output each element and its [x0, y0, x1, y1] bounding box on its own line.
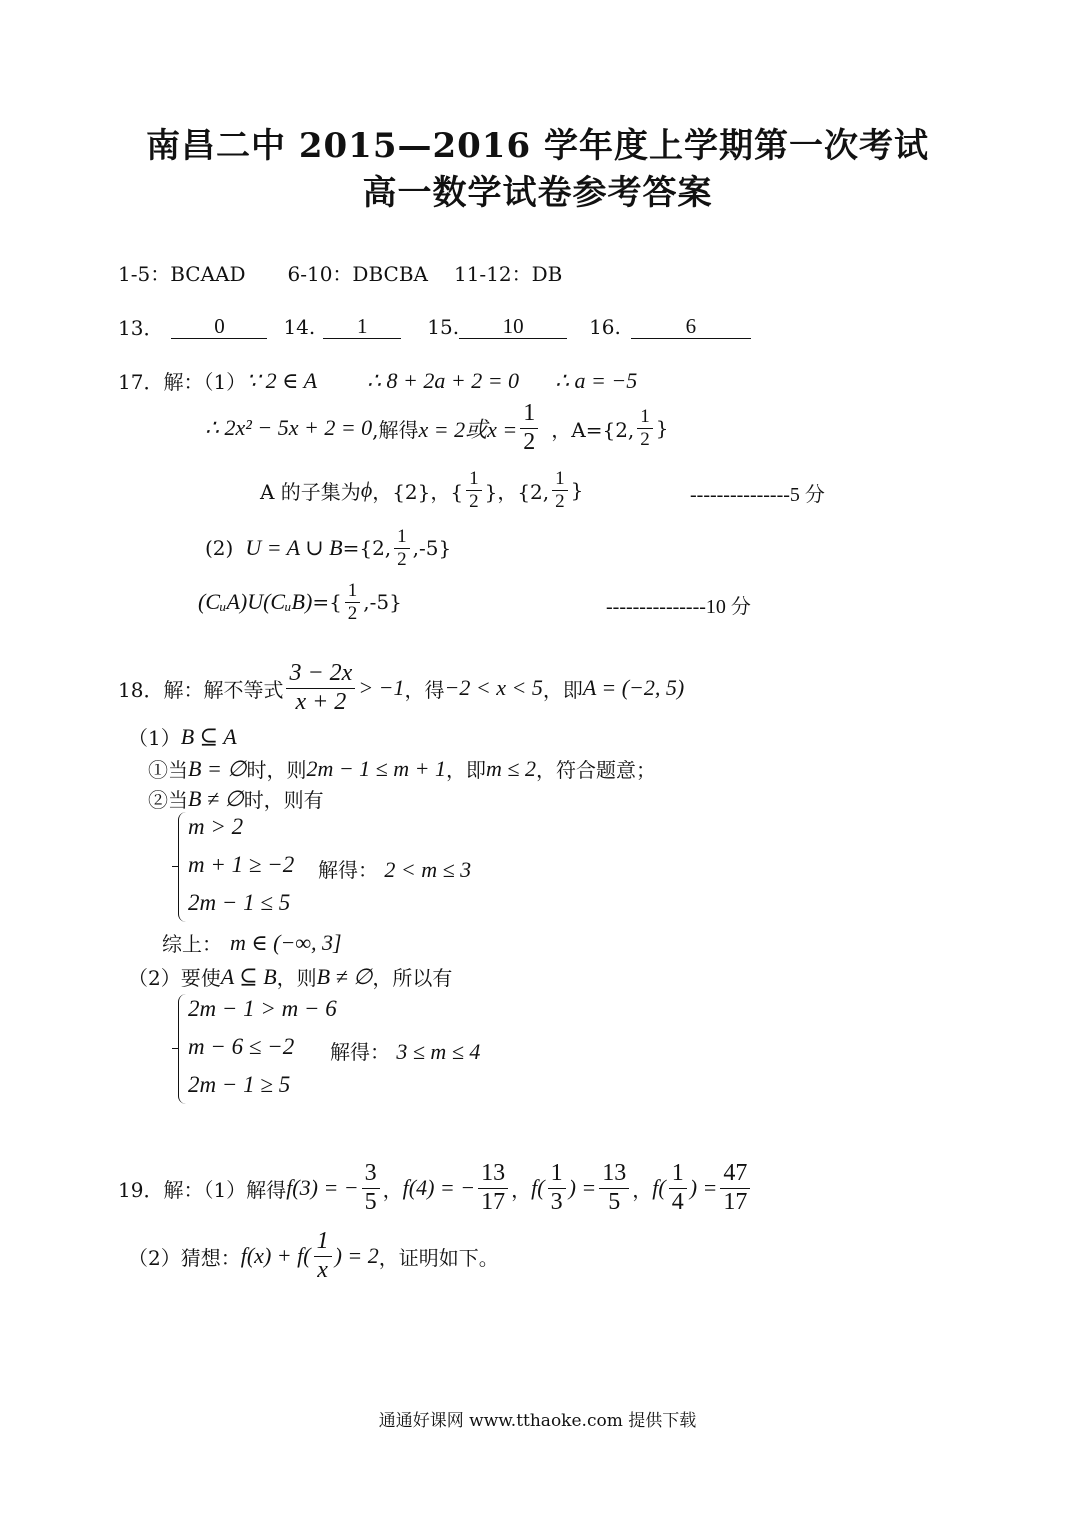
q18-sys1-row-1: m > 2: [188, 814, 244, 839]
q18-sys1-row-3: 2m − 1 ≤ 5: [188, 890, 291, 915]
q19-line-1: [118, 1160, 753, 1216]
q17-subsets-text: A 的子集为: [260, 479, 361, 504]
q18-part2-condition2: B ≠ ∅: [316, 963, 373, 989]
q19-f3-fraction: [362, 1160, 380, 1216]
fraction-numerator: 1: [669, 1160, 687, 1189]
q18-sys2-row-2: m − 6 ≤ −2: [188, 1034, 295, 1059]
q18-line-1: [118, 660, 684, 716]
q19-conjecture-lhs: f(x) + f(: [240, 1243, 311, 1269]
q18-case1-prefix: ①当: [148, 758, 188, 782]
page-footer: 通通好课网 www.tthaoke.com 提供下载: [378, 1411, 697, 1431]
blank-14-label: 14.: [283, 314, 316, 339]
q17-union-fraction: [394, 526, 410, 571]
q18-sys2-solution: [330, 1036, 480, 1065]
fraction-denominator: 2: [397, 548, 407, 570]
fraction-numerator: 3 − 2x: [286, 660, 355, 689]
q18-summary: [162, 928, 342, 957]
fraction-denominator: 3: [550, 1188, 563, 1215]
q18-sys2-row-3: 2m − 1 ≥ 5: [188, 1072, 291, 1097]
q18-part2: [128, 962, 452, 991]
q18-sys2-row-1: 2m − 1 > m − 6: [188, 996, 337, 1021]
q17-equation: ∴ 8 + 2a + 2 = 0: [367, 367, 520, 393]
fraction-numerator: 1: [466, 468, 482, 491]
q17-line-5: [198, 580, 402, 625]
q18-case1-mid: 时，则: [246, 758, 307, 782]
q17-subset-fraction-1: [466, 468, 482, 513]
q18-case-2: [148, 784, 324, 813]
q17-solution: x = 2或x =: [418, 416, 518, 442]
q18-summary-label: 综上：: [162, 932, 222, 956]
q17-half-fraction: [520, 400, 538, 456]
choice-group-1: 1-5：BCAAD: [118, 262, 246, 286]
q17-union-set-prefix: ={2,: [342, 536, 392, 561]
fill-blank-answers: [118, 312, 751, 341]
q17-subset-3: }: [570, 478, 584, 503]
q18-label: 18．解：解不等式: [118, 677, 284, 702]
page-title: 南昌二中 2015—2016 学年度上学期第一次考试: [146, 126, 929, 166]
q18-sys1-solution: [318, 854, 471, 883]
q18-part2-mid: ，则: [276, 966, 317, 990]
q19-part2-label: （2）猜想：: [128, 1245, 241, 1270]
q18-part2-condition: A ⊆ B: [220, 963, 277, 989]
q17-set-a-prefix: ，A={2,: [551, 417, 635, 442]
fraction-denominator: 2: [523, 428, 536, 455]
q18-system-2: [178, 994, 538, 1104]
q17-line-4: [205, 526, 451, 571]
blank-16-label: 16.: [589, 314, 621, 339]
solution-value: 3 ≤ m ≤ 4: [396, 1039, 481, 1064]
q17-complement-set-suffix: ,-5}: [363, 590, 402, 615]
q19-f3: f(3) = −: [286, 1175, 359, 1201]
q18-part2-tail: ，所以有: [372, 966, 453, 990]
choice-group-3: 11-12：DB: [453, 262, 563, 286]
q19-f13-pre: f(: [531, 1175, 545, 1201]
fraction-numerator: 13: [478, 1160, 508, 1189]
q18-result-text-2: ，即: [542, 677, 583, 702]
q17-complement-union: (CᵤA)U(CᵤB): [198, 589, 313, 615]
blank-13-label: 13．: [118, 316, 164, 340]
blank-15-answer: 10: [459, 314, 567, 339]
fraction-numerator: 1: [394, 526, 410, 549]
fraction-denominator: 2: [469, 490, 479, 512]
fraction-numerator: 1: [345, 580, 361, 603]
q18-case1-mid2: ，即: [446, 758, 486, 782]
q19-f14-fraction: [720, 1160, 750, 1216]
fraction-denominator: 2: [347, 602, 358, 624]
q17-label: 17．解：（1）: [118, 370, 247, 394]
q17-score-1: ---------------5 分: [690, 484, 825, 506]
q17-part2-label: (2): [205, 536, 234, 561]
q18-system-1: [178, 812, 518, 922]
q18-case1-condition: B = ∅: [188, 755, 247, 781]
fraction-numerator: 1: [552, 468, 568, 491]
fraction-denominator: x: [317, 1256, 328, 1283]
q17-subset-1: ，{2}，{: [372, 479, 464, 504]
q19-conjecture-rhs: ) = 2: [334, 1243, 379, 1269]
choice-group-2: 6-10：DBCBA: [287, 262, 428, 286]
q18-result-set: A = (−2, 5): [582, 675, 685, 701]
empty-set-symbol: ϕ: [360, 477, 373, 503]
solution-value: 2 < m ≤ 3: [384, 857, 472, 882]
q19-conjecture-arg: [314, 1228, 332, 1284]
fraction-numerator: 1: [637, 406, 653, 429]
q19-f14-post: ) =: [689, 1175, 718, 1201]
q17-line-1: [118, 366, 637, 395]
q18-case2-prefix: ②当: [148, 788, 188, 812]
fraction-denominator: 17: [481, 1188, 506, 1215]
q18-part2-prefix: （2）要使: [128, 966, 221, 990]
fraction-denominator: 2: [555, 490, 565, 512]
fraction-numerator: 1: [520, 400, 538, 429]
q18-case1-inequality: 2m − 1 ≤ m + 1: [306, 755, 446, 781]
fraction-denominator: 17: [723, 1188, 748, 1215]
q18-part1-condition: B ⊆ A: [180, 723, 237, 749]
fraction-numerator: 1: [548, 1160, 566, 1189]
q17-subset-fraction-2: [552, 468, 568, 513]
q17-line-2: [205, 400, 669, 456]
q17-condition: ∵ 2 ∈ A: [246, 367, 318, 393]
solution-label: 解得：: [318, 858, 378, 882]
solution-label: 解得：: [330, 1040, 390, 1064]
blank-13-answer: 0: [171, 314, 267, 339]
q17-set-a-fraction: [637, 406, 653, 451]
q18-case1-result: m ≤ 2: [486, 755, 536, 781]
q19-f13-post: ) =: [568, 1175, 597, 1201]
q18-part1-label: （1）: [128, 726, 181, 750]
page-subtitle: 高一数学试卷参考答案: [362, 173, 713, 213]
q18-sys1-row-2: m + 1 ≥ −2: [188, 852, 295, 877]
q17-value-a: ∴ a = −5: [555, 367, 638, 393]
q17-subset-2: }，{2,: [484, 479, 550, 504]
fraction-denominator: 4: [671, 1188, 684, 1215]
q17-union-set-suffix: ,-5}: [412, 536, 452, 561]
q19-conjecture-tail: ，证明如下。: [378, 1245, 499, 1270]
separator: ，: [511, 1177, 532, 1202]
q18-case-1: [148, 754, 656, 783]
q17-score-2: ---------------10 分: [606, 596, 751, 618]
q19-f13-fraction: [599, 1160, 629, 1216]
fraction-numerator: 13: [599, 1160, 629, 1189]
q18-part1: [128, 722, 237, 751]
q17-quadratic: ∴ 2x² − 5x + 2 = 0: [205, 415, 373, 441]
q19-f14-arg: [669, 1160, 687, 1216]
q19-label: 19．解：（1）解得: [118, 1177, 287, 1202]
q17-set-a-suffix: }: [655, 416, 669, 441]
q19-f14-pre: f(: [652, 1175, 666, 1201]
q18-inequality-fraction: [286, 660, 355, 716]
blank-14-answer: 1: [323, 314, 401, 339]
q18-inequality-tail: > −1: [358, 675, 405, 701]
q17-complement-fraction: [345, 580, 361, 625]
q17-union: U = A ∪ B: [245, 535, 343, 561]
q19-f13-arg: [548, 1160, 566, 1216]
q19-line-2: [128, 1228, 499, 1284]
q18-case2-tail: 时，则有: [243, 788, 324, 812]
q18-result-text: ，得: [404, 677, 445, 702]
fraction-numerator: 47: [720, 1160, 750, 1189]
blank-16-answer: 6: [631, 314, 751, 339]
system-brace: [178, 812, 187, 922]
fraction-denominator: 2: [640, 428, 650, 450]
choice-answers: [118, 258, 562, 287]
q18-case2-condition: B ≠ ∅: [188, 785, 244, 811]
fraction-numerator: 3: [362, 1160, 380, 1189]
q18-result-range: −2 < x < 5: [444, 675, 543, 701]
fraction-numerator: 1: [314, 1228, 332, 1257]
q17-line-3: [260, 468, 583, 513]
q19-f4: f(4) = −: [402, 1175, 476, 1201]
q17-solve-text: ,解得: [372, 417, 419, 442]
q17-complement-set-prefix: ={: [312, 590, 342, 615]
q18-summary-value: m ∈ (−∞, 3]: [230, 929, 342, 955]
separator: ，: [632, 1177, 653, 1202]
q18-case1-tail: ，符合题意；: [535, 758, 656, 782]
system-brace: [178, 994, 187, 1104]
fraction-denominator: 5: [608, 1188, 621, 1215]
q19-f4-fraction: [478, 1160, 508, 1216]
fraction-denominator: 5: [364, 1188, 377, 1215]
separator: ，: [382, 1177, 403, 1202]
fraction-denominator: x + 2: [295, 688, 347, 715]
blank-15-label: 15.: [427, 314, 460, 339]
